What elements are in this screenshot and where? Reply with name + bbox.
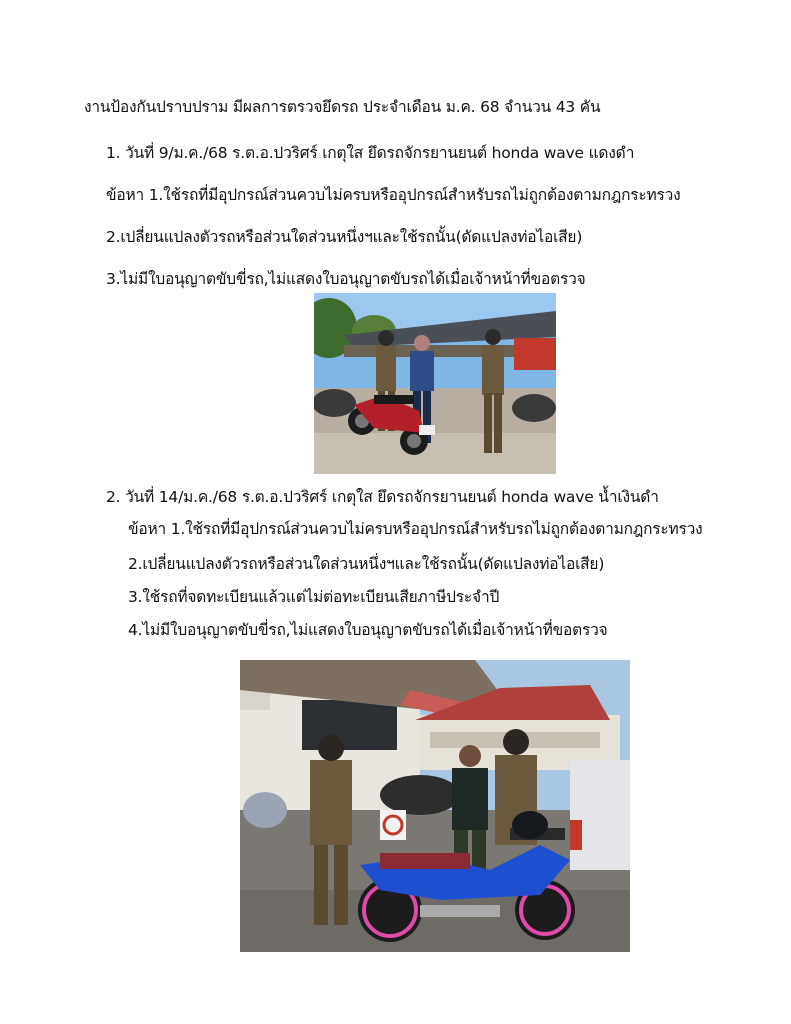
case-2-charge-4: 4.ไม่มีใบอนุญาตขับขี่รถ,ไม่แสดงใบอนุญาตขับรถได้เมื่อเจ้าหน้าที่ขอตรวจ: [128, 621, 608, 639]
case-2-charge-2: 2.เปลี่ยนแปลงตัวรถหรือส่วนใดส่วนหนึ่งฯและใช้รถนั้น(ดัดแปลงท่อไอเสีย): [128, 555, 605, 573]
case-1-photo: [314, 293, 556, 474]
report-heading: งานป้องกันปราบปราม มีผลการตรวจยึดรถ ประจำเดือน ม.ค. 68 จำนวน 43 คัน: [84, 98, 601, 116]
case-2-charge-1: ข้อหา 1.ใช้รถที่มีอุปกรณ์ส่วนควบไม่ครบหรืออุปกรณ์สำหรับรถไม่ถูกต้องตามกฎกระทรวง: [128, 520, 703, 538]
case-1-charge-3: 3.ไม่มีใบอนุญาตขับขี่รถ,ไม่แสดงใบอนุญาตขับรถได้เมื่อเจ้าหน้าที่ขอตรวจ: [106, 270, 586, 288]
case-2-photo: [240, 660, 630, 952]
case-1-charge-1: ข้อหา 1.ใช้รถที่มีอุปกรณ์ส่วนควบไม่ครบหรืออุปกรณ์สำหรับรถไม่ถูกต้องตามกฎกระทรวง: [106, 186, 681, 204]
case-1-charge-2: 2.เปลี่ยนแปลงตัวรถหรือส่วนใดส่วนหนึ่งฯและใช้รถนั้น(ดัดแปลงท่อไอเสีย): [106, 228, 583, 246]
impounded-motorcycle-photo-icon: [314, 293, 556, 474]
case-1-title: 1. วันที่ 9/ม.ค./68 ร.ต.อ.ปวริศร์ เกตุใส ยึดรถจักรยานยนต์ honda wave แดงดำ: [106, 144, 635, 162]
impounded-motorcycle-photo-icon: [240, 660, 630, 952]
case-2-title: 2. วันที่ 14/ม.ค./68 ร.ต.อ.ปวริศร์ เกตุใส ยึดรถจักรยานยนต์ honda wave น้ำเงินดำ: [106, 488, 659, 506]
case-2-charge-3: 3.ใช้รถที่จดทะเบียนแล้วแต่ไม่ต่อทะเบียนเสียภาษีประจำปี: [128, 588, 500, 606]
